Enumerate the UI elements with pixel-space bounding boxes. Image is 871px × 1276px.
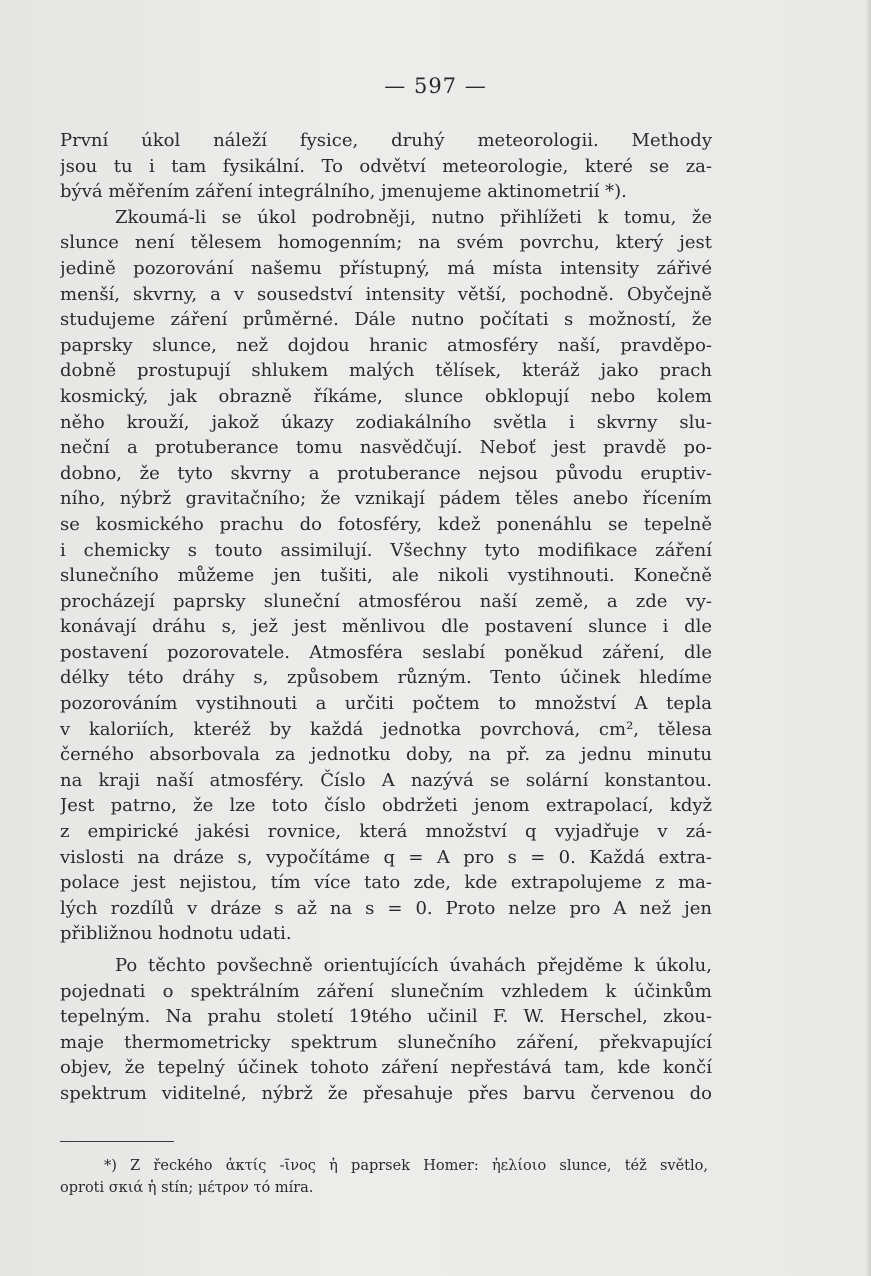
text-line: bývá měřením záření integrálního, jmenujeme aktinometrií *). — [60, 181, 627, 203]
text-line: délky této dráhy s, způsobem různým. Tento účinek hledíme — [60, 667, 712, 689]
page-number: — 597 — — [384, 74, 487, 98]
text-line: lých rozdílů v dráze s až na s = 0. Proto nelze pro A než jen — [60, 897, 712, 919]
text-line: na kraji naší atmosféry. Číslo A nazývá se solární konstantou. — [60, 769, 712, 791]
footnote-rule — [60, 1141, 174, 1142]
text-line: menší, skvrny, a v sousedství intensity větší, pochodně. Obyčejně — [60, 283, 712, 305]
text-line: jedině pozorování našemu přístupný, má místa intensity zářivé — [60, 257, 712, 279]
text-line: jsou tu i tam fysikální. To odvětví meteorologie, které se za- — [60, 155, 712, 177]
body-text — [60, 128, 712, 1107]
text-line: postavení pozorovatele. Atmosféra seslabí poněkud záření, dle — [60, 641, 712, 663]
footnote-line: *) Z řeckého ἀκτίς -ῖνος ἡ paprsek Homer: ἠελίοιο slunce, též světlo, — [104, 1158, 708, 1174]
text-line: černého absorbovala za jednotku doby, na př. za jednu minutu — [60, 744, 712, 766]
text-line: Jest patrno, že lze toto číslo obdržeti jenom extrapolací, když — [60, 795, 712, 817]
page-edge-shadow — [865, 0, 871, 1276]
text-line: polace jest nejistou, tím více tato zde, kde extrapolujeme z ma- — [60, 872, 712, 894]
text-line: tepelným. Na prahu století 19tého učinil F. W. Herschel, zkou- — [60, 1006, 712, 1028]
text-line: paprsky slunce, než dojdou hranic atmosféry naší, pravděpo- — [60, 334, 712, 356]
text-line: studujeme záření průměrné. Dále nutno počítati s možností, že — [60, 309, 712, 331]
text-line: Po těchto povšechně orientujících úvahách přejděme k úkolu, — [115, 955, 712, 976]
text-line: pojednati o spektrálním záření slunečním vzhledem k účinkům — [60, 980, 712, 1002]
text-line: vislosti na dráze s, vypočítáme q = A pro s = 0. Každá extra- — [60, 846, 712, 868]
text-line: dobno, že tyto skvrny a protuberance nejsou původu eruptiv- — [60, 462, 712, 484]
text-line: z empirické jakési rovnice, která množství q vyjadřuje v zá- — [60, 821, 712, 843]
text-line: spektrum viditelné, nýbrž že přesahuje přes barvu červenou do — [60, 1082, 712, 1104]
footnote-line: oproti σκιά ἡ stín; μέτρον τό míra. — [60, 1180, 314, 1196]
text-line: maje thermometricky spektrum slunečního záření, překvapující — [60, 1031, 712, 1053]
text-line: dobně prostupují shlukem malých tělísek, kteráž jako prach — [60, 360, 712, 382]
text-line: kosmický, jak obrazně říkáme, slunce obklopují nebo kolem — [60, 385, 712, 407]
text-line: se kosmického prachu do fotosféry, kdež ponenáhlu se tepelně — [60, 513, 712, 535]
text-line: slunečního můžeme jen tušiti, ale nikoli vystihnouti. Konečně — [60, 565, 712, 587]
text-line: První úkol náleží fysice, druhý meteorologii. Methody — [60, 130, 712, 151]
text-line: přibližnou hodnotu udati. — [60, 923, 292, 945]
text-line: v kaloriích, kteréž by každá jednotka povrchová, cm², tělesa — [60, 718, 712, 740]
text-line: konávají dráhu s, jež jest měnlivou dle postavení slunce i dle — [60, 616, 712, 638]
text-line: procházejí paprsky sluneční atmosférou naší země, a zde vy- — [60, 590, 712, 612]
text-line: ního, nýbrž gravitačního; že vznikají pádem těles anebo řícením — [60, 488, 712, 510]
text-line: pozorováním vystihnouti a určiti počtem to množství A tepla — [60, 693, 712, 715]
text-line: i chemicky s touto assimilují. Všechny tyto modifikace záření — [60, 539, 712, 561]
text-line: slunce není tělesem homogenním; na svém povrchu, který jest — [60, 232, 712, 254]
text-line: objev, že tepelný účinek tohoto záření nepřestává tam, kde končí — [60, 1057, 712, 1079]
text-line: Zkoumá-li se úkol podrobněji, nutno přihlížeti k tomu, že — [115, 206, 712, 228]
text-line: neční a protuberance tomu nasvědčují. Neboť jest pravdě po- — [60, 437, 712, 459]
text-line: něho krouží, jakož úkazy zodiakálního světla i skvrny slu- — [60, 411, 712, 433]
footnote — [60, 1155, 708, 1199]
